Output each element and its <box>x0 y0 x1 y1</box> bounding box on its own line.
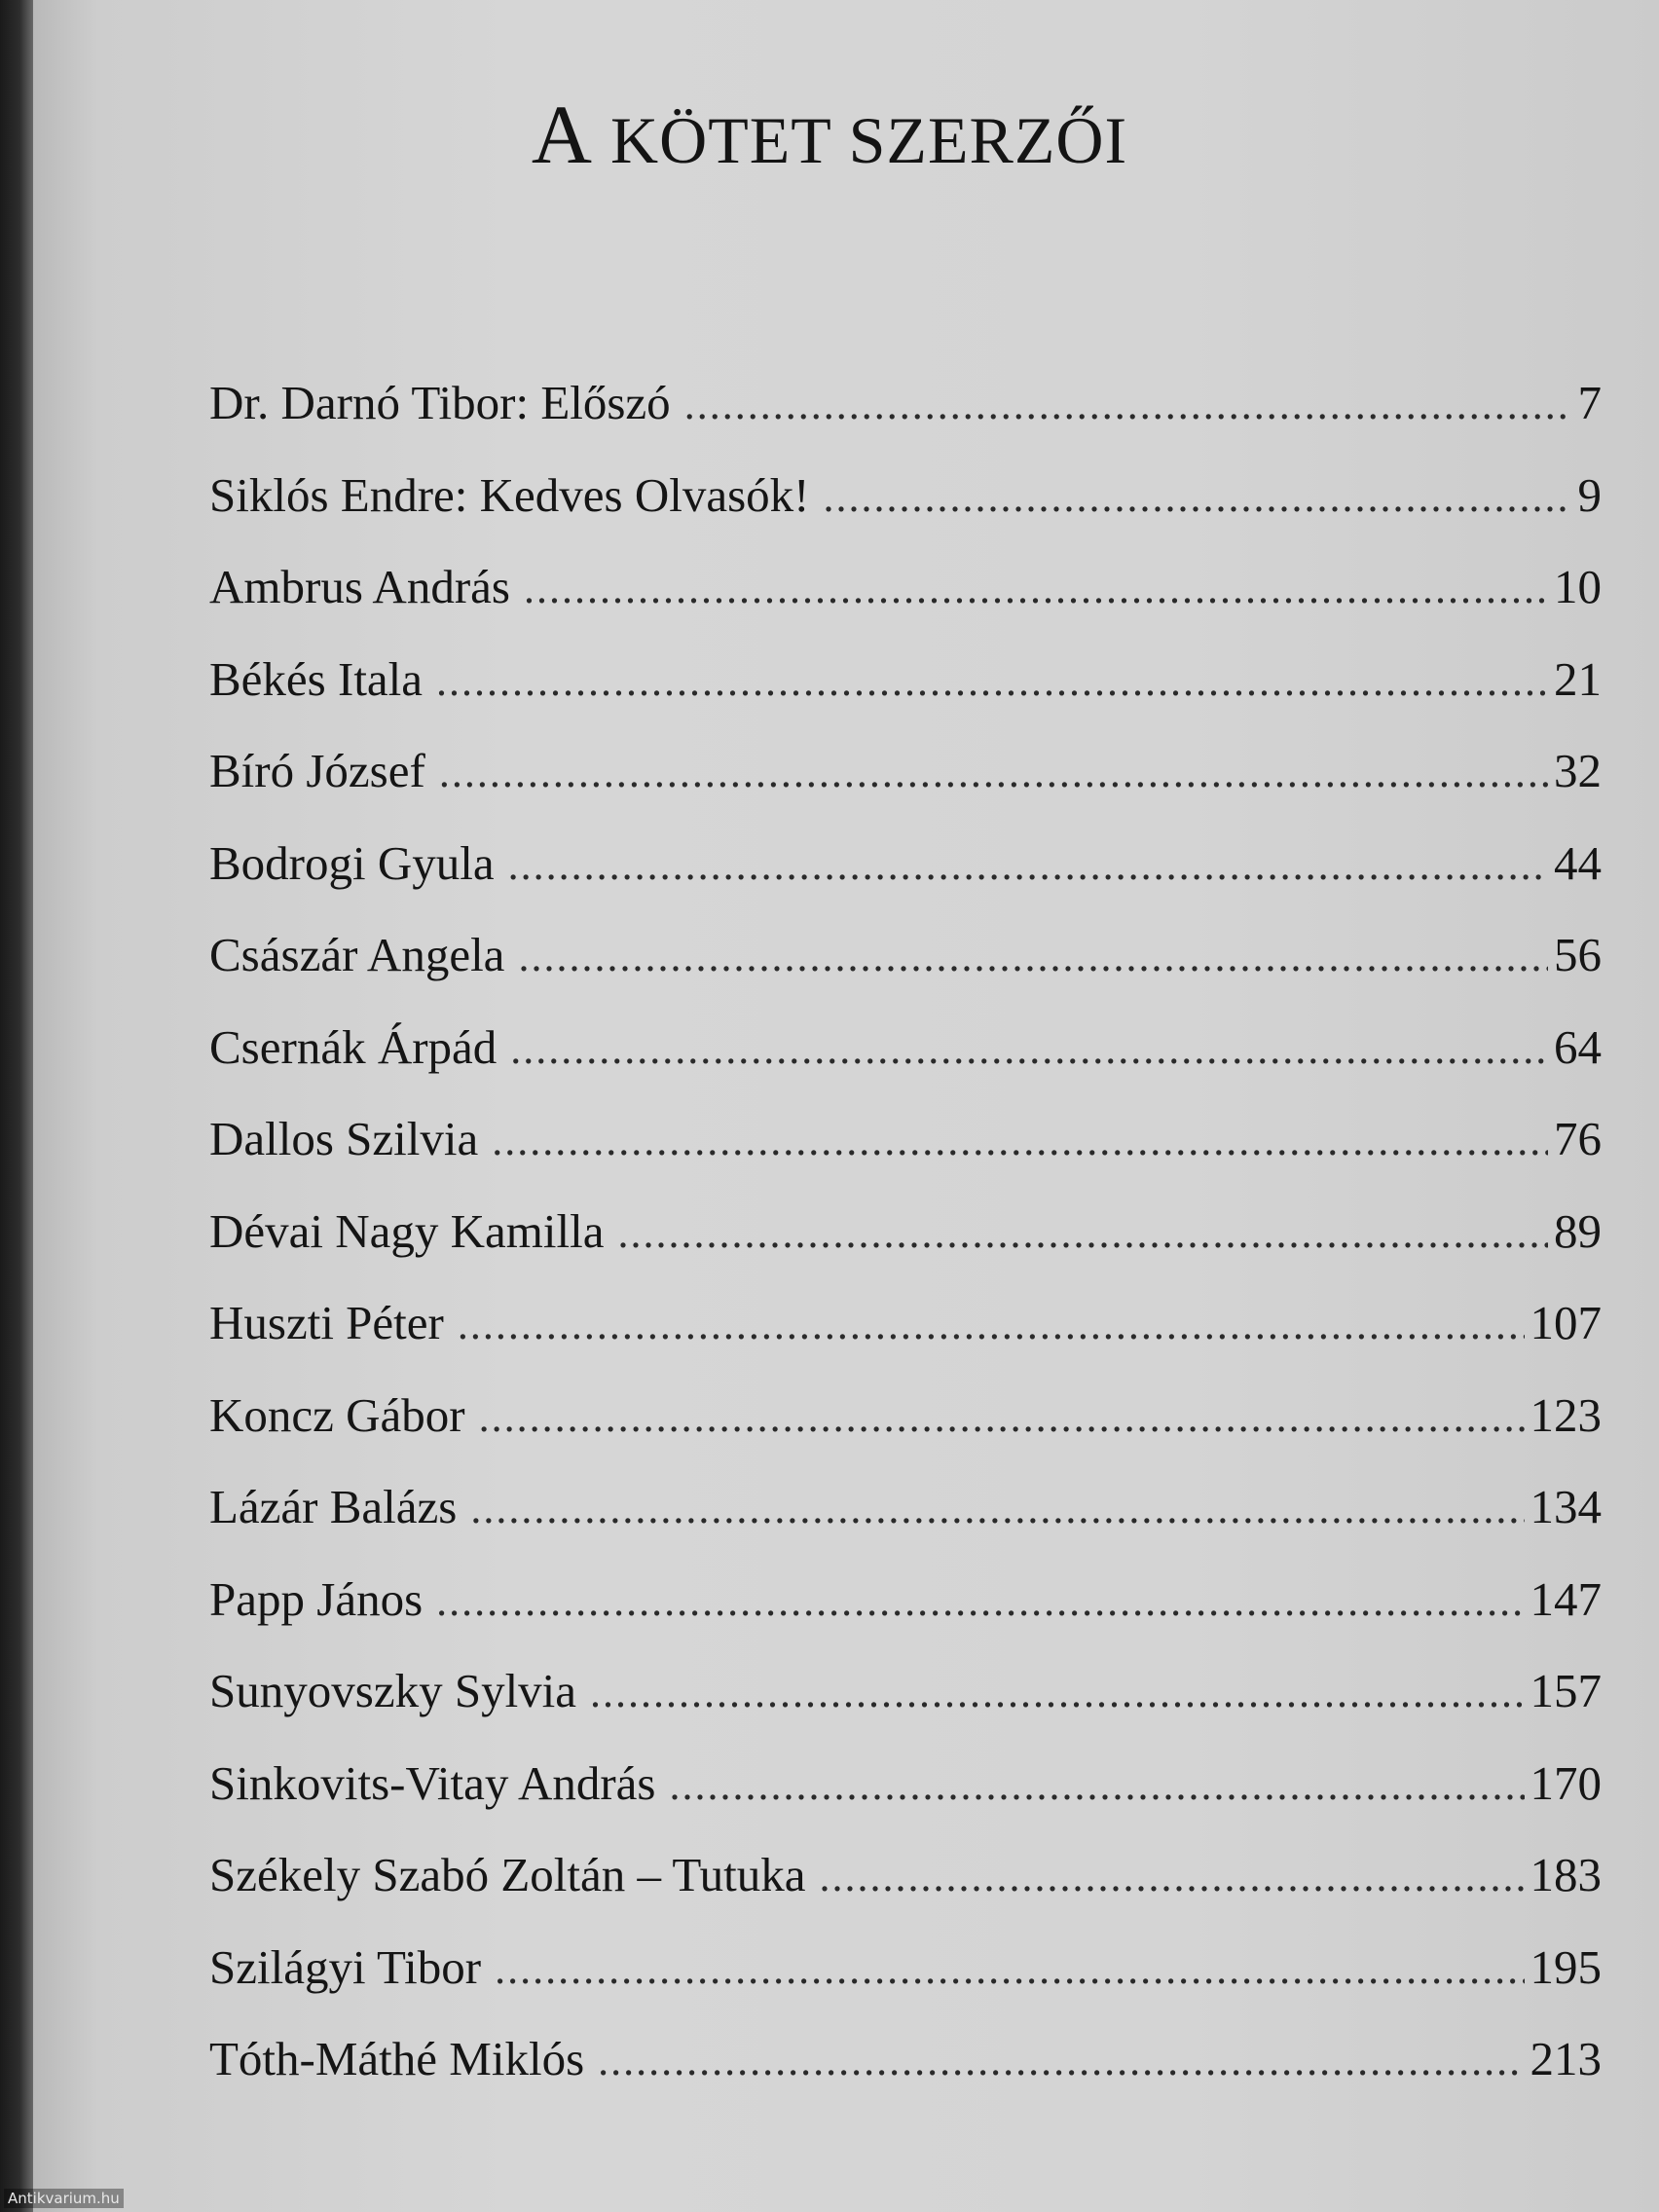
toc-entry-page-number: 44 <box>1554 835 1602 890</box>
toc-dot-leader <box>479 1392 1525 1442</box>
toc-entry-page-number: 7 <box>1577 376 1602 429</box>
toc-entry-page-number: 157 <box>1530 1664 1602 1717</box>
toc-entry-page-number: 10 <box>1554 560 1602 613</box>
toc-entry <box>209 1019 1602 1112</box>
toc-entry-page-number: 64 <box>1554 1019 1602 1074</box>
toc-entry-name: Bíró József <box>209 744 425 797</box>
toc-dot-leader <box>436 656 1548 706</box>
toc-entry <box>209 651 1602 744</box>
toc-entry <box>209 1203 1602 1296</box>
watermark: Antikvarium.hu <box>4 2189 124 2208</box>
book-spine-shadow <box>0 0 33 2212</box>
toc-entry-name: Papp János <box>209 1571 424 1626</box>
toc-entry-name: Békés Itala <box>209 651 424 706</box>
toc-dot-leader <box>470 1484 1524 1533</box>
toc-entry-page-number: 134 <box>1530 1480 1602 1533</box>
toc-entry <box>209 559 1602 651</box>
toc-entry-name: Császár Angela <box>209 928 505 981</box>
toc-entry-page-number: 21 <box>1554 651 1602 706</box>
toc-dot-leader <box>819 1852 1524 1901</box>
toc-entry-page-number: 170 <box>1530 1755 1602 1810</box>
toc-entry-name: Siklós Endre: Kedves Olvasók! <box>209 467 810 522</box>
toc-entry-page-number: 89 <box>1554 1203 1602 1258</box>
toc-entry-name: Szilágyi Tibor <box>209 1939 482 1994</box>
toc-dot-leader <box>669 1760 1524 1810</box>
toc-entry <box>209 927 1602 1019</box>
toc-entry <box>209 1663 1602 1755</box>
toc-entry-page-number: 76 <box>1554 1112 1602 1165</box>
toc-entry-page-number: 213 <box>1530 2032 1602 2085</box>
title-first-letter: A <box>531 88 593 181</box>
toc-entry <box>209 1939 1602 2032</box>
toc-entry-page-number: 195 <box>1530 1939 1602 1994</box>
toc-dot-leader <box>590 1668 1524 1717</box>
toc-entry <box>209 375 1602 467</box>
toc-entry <box>209 743 1602 835</box>
toc-dot-leader <box>510 1024 1548 1074</box>
toc-dot-leader <box>495 1944 1524 1994</box>
toc-entry <box>209 1295 1602 1387</box>
toc-entry-page-number: 123 <box>1530 1387 1602 1442</box>
toc-dot-leader <box>824 472 1572 522</box>
toc-entry <box>209 835 1602 928</box>
toc-entry-page-number: 107 <box>1530 1296 1602 1349</box>
toc-entry-page-number: 147 <box>1530 1571 1602 1626</box>
toc-entry <box>209 1479 1602 1571</box>
toc-dot-leader <box>492 1116 1548 1165</box>
toc-entry-name: Huszti Péter <box>209 1296 444 1349</box>
toc-dot-leader <box>439 748 1548 797</box>
table-of-contents <box>209 375 1602 2123</box>
toc-entry-page-number: 32 <box>1554 744 1602 797</box>
toc-dot-leader <box>524 564 1548 613</box>
toc-entry-name: Dallos Szilvia <box>209 1112 479 1165</box>
toc-entry-name: Bodrogi Gyula <box>209 835 495 890</box>
toc-entry <box>209 2031 1602 2123</box>
toc-entry-page-number: 183 <box>1530 1848 1602 1901</box>
toc-dot-leader <box>436 1576 1524 1626</box>
toc-entry <box>209 1387 1602 1480</box>
toc-entry-page-number: 9 <box>1577 467 1602 522</box>
toc-entry-page-number: 56 <box>1554 928 1602 981</box>
toc-dot-leader <box>684 380 1572 429</box>
toc-entry-name: Tóth-Máthé Miklós <box>209 2032 585 2085</box>
toc-entry-name: Ambrus András <box>209 560 510 613</box>
toc-entry-name: Sinkovits-Vitay András <box>209 1755 656 1810</box>
toc-dot-leader <box>508 840 1548 890</box>
toc-entry-name: Székely Szabó Zoltán – Tutuka <box>209 1848 806 1901</box>
toc-entry <box>209 1111 1602 1203</box>
toc-entry-name: Dévai Nagy Kamilla <box>209 1203 605 1258</box>
toc-entry <box>209 1755 1602 1848</box>
page-title <box>0 86 1659 183</box>
toc-entry <box>209 1571 1602 1664</box>
toc-dot-leader <box>617 1208 1548 1258</box>
toc-entry <box>209 1847 1602 1939</box>
toc-entry-name: Sunyovszky Sylvia <box>209 1664 577 1717</box>
title-rest: KÖTET SZERZŐI <box>609 103 1128 177</box>
toc-entry <box>209 467 1602 560</box>
toc-entry-name: Koncz Gábor <box>209 1387 465 1442</box>
toc-entry-name: Dr. Darnó Tibor: Előszó <box>209 376 671 429</box>
toc-entry-name: Csernák Árpád <box>209 1019 498 1074</box>
toc-dot-leader <box>518 932 1548 981</box>
toc-entry-name: Lázár Balázs <box>209 1480 458 1533</box>
toc-dot-leader <box>598 2036 1524 2085</box>
toc-dot-leader <box>458 1300 1525 1349</box>
